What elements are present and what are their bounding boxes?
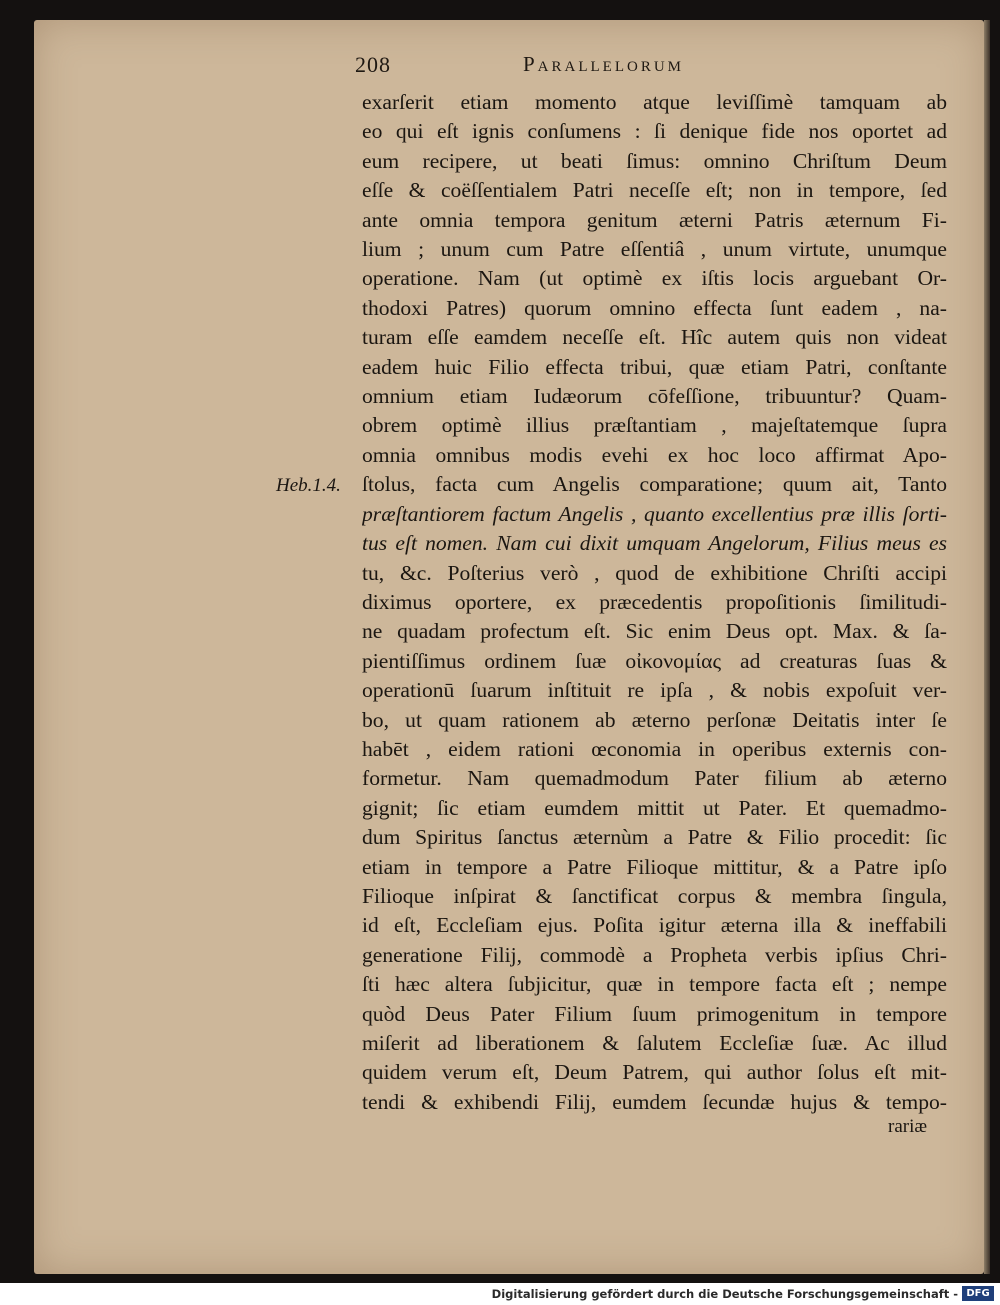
text-line: turam eſſe eamdem neceſſe eſt. Hîc autem quis non videat [362,325,947,350]
text-line: eſſe & coëſſentialem Patri neceſſe eſt; non in tempore, ſed [362,178,947,203]
catchword: rariæ [888,1116,928,1137]
footer-bar [0,1283,1000,1305]
margin-note: Heb.1.4. [276,475,341,496]
text-line: quòd Deus Pater Filium ſuum primogenitum in tempore [362,1001,947,1026]
text-line: habēt , eidem rationi œconomia in operibus externis con- [362,736,947,761]
text-line-quotation: præſtantiorem factum Angelis , quanto excellentius præ illis ſorti- [362,501,947,526]
text-line: ante omnia tempora genitum æterni Patris æternum Fi- [362,207,947,232]
page-header [355,52,835,88]
text-line: diximus oportere, ex præcedentis propoſitionis ſimilitudi- [362,589,947,614]
text-line: pientiſſimus ordinem ſuæ οἰκονομίας ad creaturas ſuas & [362,648,947,673]
text-line: omnium etiam Iudæorum cōfeſſione, tribuuntur? Quam- [362,384,947,409]
text-line: Filioque inſpirat & ſanctificat corpus & membra ſingula, [362,883,947,908]
text-line: miſerit ad liberationem & ſalutem Eccleſiæ ſuæ. Ac illud [362,1031,947,1055]
text-line: generatione Filij, commodè a Propheta verbis ipſius Chri- [362,942,947,967]
body-text [362,88,947,1117]
text-line: tendi & exhibendi Filij, eumdem ſecundæ hujus & tempo- [362,1089,947,1114]
text-line: operationū ſuarum inſtituit re ipſa , & nobis expoſuit ver- [362,678,947,703]
text-line: eadem huic Filio effecta tribui, quæ etiam Patri, conſtante [362,354,947,379]
text-line: eo qui eſt ignis conſumens : ſi denique fide nos oportet ad [362,119,947,144]
text-line: id eſt, Eccleſiam ejus. Poſita igitur æterna illa & ineffabili [362,913,947,938]
text-line: quidem verum eſt, Deum Patrem, qui author ſolus eſt mit- [362,1060,947,1085]
text-line: thodoxi Patres) quorum omnino effecta ſunt eadem , na- [362,295,947,320]
text-line: ſti hæc altera ſubjicitur, quæ in tempore facta eſt ; nempe [362,972,947,997]
page-number: 208 [355,52,391,77]
text-line: dum Spiritus ſanctus æternùm a Patre & Filio procedit: ſic [362,825,947,850]
text-line: etiam in tempore a Patre Filioque mittitur, & a Patre ipſo [362,854,947,879]
text-line: gignit; ſic etiam eumdem mittit ut Pater. Et quemadmo- [362,795,947,820]
running-title: Parallelorum [523,52,685,76]
text-line: operatione. Nam (ut optimè ex iſtis locis arguebant Or- [362,266,947,291]
text-line: formetur. Nam quemadmodum Pater filium ab æterno [362,766,947,791]
text-line: tu, &c. Poſterius verò , quod de exhibitione Chriſti accipi [362,560,947,585]
text-line: omnia omnibus modis evehi ex hoc loco affirmat Apo- [362,442,947,467]
text-line: ne quadam profectum eſt. Sic enim Deus opt. Max. & ſa- [362,619,947,644]
text-line: bo, ut quam rationem ab æterno perſonæ Deitatis inter ſe [362,707,947,732]
dfg-logo: DFG [962,1286,994,1301]
text-line: lium ; unum cum Patre eſſentiâ , unum virtute, unumque [362,237,947,262]
text-line: ſtolus, facta cum Angelis comparatione; quum ait, Tanto [362,472,947,497]
page-edge [984,20,990,1274]
text-line: obrem optimè illius præſtantiam , majeſtatemque ſupra [362,413,947,438]
funding-credit: Digitalisierung gefördert durch die Deutsche Forschungsgemeinschaft - [491,1287,958,1301]
text-line-quotation: tus eſt nomen. Nam cui dixit umquam Angelorum, Filius meus es [362,531,947,556]
text-line: exarſerit etiam momento atque leviſſimè tamquam ab [362,90,947,114]
text-line: eum recipere, ut beati ſimus: omnino Chriſtum Deum [362,148,947,173]
